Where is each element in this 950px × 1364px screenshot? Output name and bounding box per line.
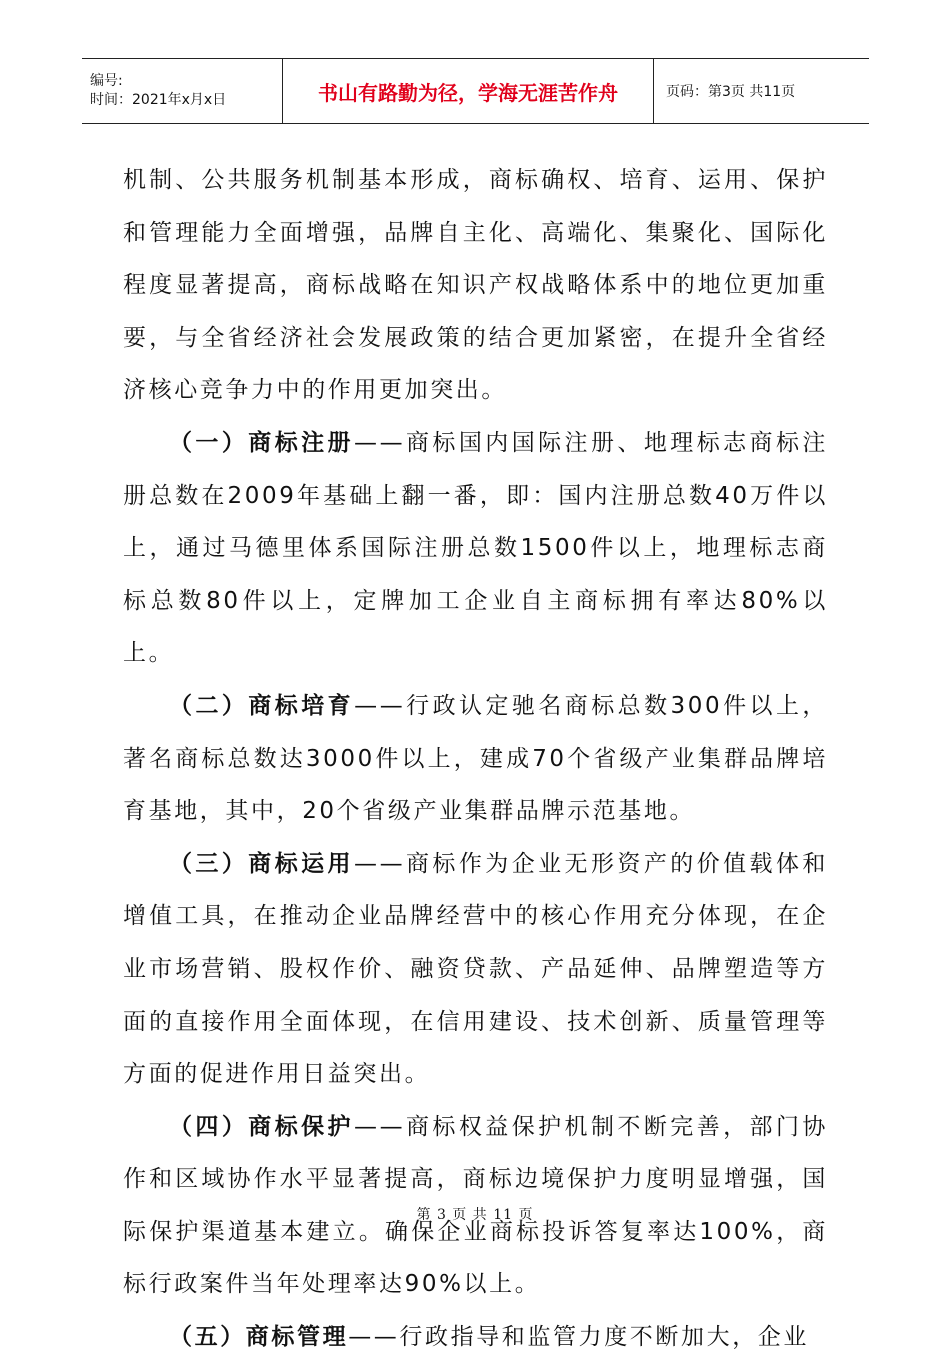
paragraph-trademark-management: [123, 1311, 828, 1364]
footer-page-number: 第 3 页 共 11 页: [416, 1207, 534, 1223]
paragraph-text: 机制、公共服务机制基本形成，商标确权、培育、运用、保护和管理能力全面增强，品牌自主化、高端化、集聚化、国际化程度显著提高，商标战略在知识产权战略体系中的地位更加重要，与全省经济社会发展政策的结合更加紧密，在提升全省经济核心竞争力中的作用更加突出。: [123, 167, 828, 404]
header-motto: [282, 59, 654, 123]
section-heading: （五）商标管理: [169, 1324, 349, 1351]
header-meta: [82, 59, 282, 123]
header-page-label: 页码：第3页 共11页: [666, 84, 796, 100]
paragraph-trademark-cultivation: [123, 680, 828, 838]
document-number-label: 编号:: [90, 73, 123, 89]
paragraph-trademark-registration: [123, 417, 828, 680]
paragraph-text: ——商标国内国际注册、地理标志商标注册总数在2009年基础上翻一番，即：国内注册总数40万件以上，通过马德里体系国际注册总数1500件以上，地理标志商标总数80件以上，定牌加工企业自主商标拥有率达80%以上。: [123, 429, 828, 667]
section-heading: （三）商标运用: [169, 850, 354, 877]
paragraph-continuation: [123, 154, 828, 417]
header-page-info: [654, 59, 869, 123]
paragraph-text: ——商标作为企业无形资产的价值载体和增值工具，在推动企业品牌经营中的核心作用充分体现，在企业市场营销、股权作价、融资贷款、产品延伸、品牌塑造等方面的直接作用全面体现，在信用建设、技术创新、质量管理等方面的促进作用日益突出。: [123, 850, 828, 1088]
motto-text: 书山有路勤为径，学海无涯苦作舟: [318, 80, 618, 105]
paragraph-trademark-application: [123, 838, 828, 1101]
paragraph-text: ——行政认定驰名商标总数300件以上，著名商标总数达3000件以上，建成70个省级产业集群品牌培育基地，其中，20个省级产业集群品牌示范基地。: [123, 692, 828, 825]
section-heading: （二）商标培育: [169, 692, 355, 719]
document-time-label: 时间：2021年x月x日: [90, 92, 227, 108]
document-body: [123, 154, 828, 1364]
paragraph-text: ——行政指导和监管力度不断加大，企业: [348, 1324, 810, 1351]
page-header: [82, 58, 869, 124]
section-heading: （一）商标注册: [169, 429, 354, 456]
paragraph-text: ——商标权益保护机制不断完善，部门协作和区域协作水平显著提高，商标边境保护力度明显增强，国际保护渠道基本建立。确保企业商标投诉答复率达100%，商标行政案件当年处理率达90%以上。: [123, 1113, 828, 1298]
section-heading: （四）商标保护: [169, 1113, 354, 1140]
page-footer: [0, 1204, 950, 1224]
